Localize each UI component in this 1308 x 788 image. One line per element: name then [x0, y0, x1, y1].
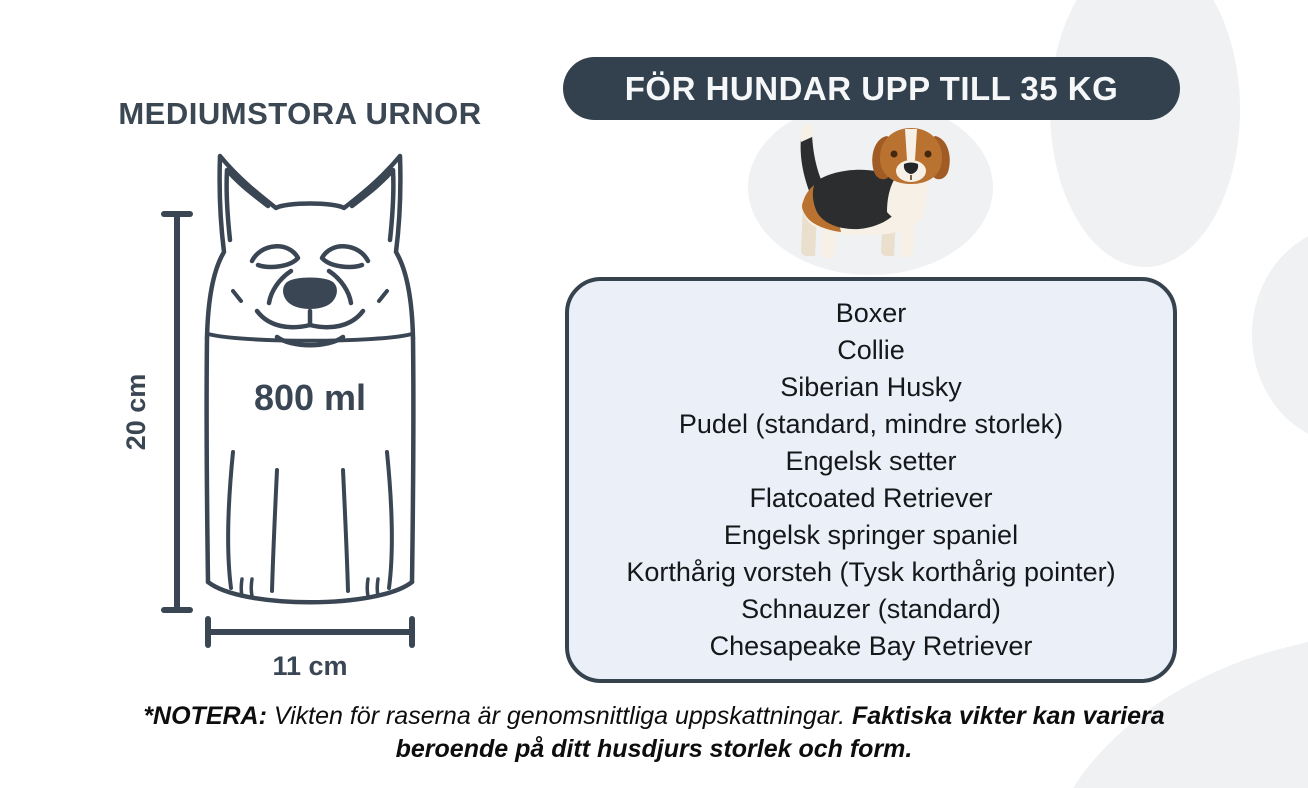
note-regular-text: Vikten för raserna är genomsnittliga uppskattningar. [266, 702, 852, 730]
note-bold-text: Faktiska vikter kan variera beroende på ditt husdjurs storlek och form. [395, 702, 1165, 763]
page-title: MEDIUMSTORA URNOR [118, 96, 482, 131]
urn-height-label: 20 cm [121, 373, 151, 451]
breed-item: Chesapeake Bay Retriever [709, 631, 1033, 661]
breed-item: Schnauzer (standard) [741, 594, 1001, 624]
breed-item: Flatcoated Retriever [749, 483, 993, 513]
urn-volume-label: 800 ml [253, 377, 367, 418]
weight-limit-banner: FÖR HUNDAR UPP TILL 35 KG [563, 57, 1180, 120]
beagle-illustration [775, 120, 975, 265]
beagle-eye [891, 151, 898, 158]
breed-item: Siberian Husky [780, 372, 962, 402]
note-label: *NOTERA: [143, 702, 267, 730]
breed-item: Collie [837, 335, 905, 365]
breed-item: Engelsk springer spaniel [723, 520, 1019, 550]
breed-item: Engelsk setter [785, 446, 957, 476]
breed-item: Boxer [835, 298, 907, 328]
paw-toe-icon [1252, 226, 1308, 444]
breed-list-box [565, 277, 1177, 683]
dog-urn-illustration [120, 130, 480, 690]
measurement-lines [164, 214, 412, 645]
urn-width-label: 11 cm [272, 651, 348, 681]
footer-note [124, 700, 1184, 765]
paw-toe-icon [1050, 0, 1240, 267]
breed-item: Pudel (standard, mindre storlek) [678, 409, 1064, 439]
beagle-eye [925, 151, 932, 158]
breed-item: Korthårig vorsteh (Tysk korthårig pointer) [626, 557, 1116, 587]
urn-dog-nose [283, 278, 337, 310]
